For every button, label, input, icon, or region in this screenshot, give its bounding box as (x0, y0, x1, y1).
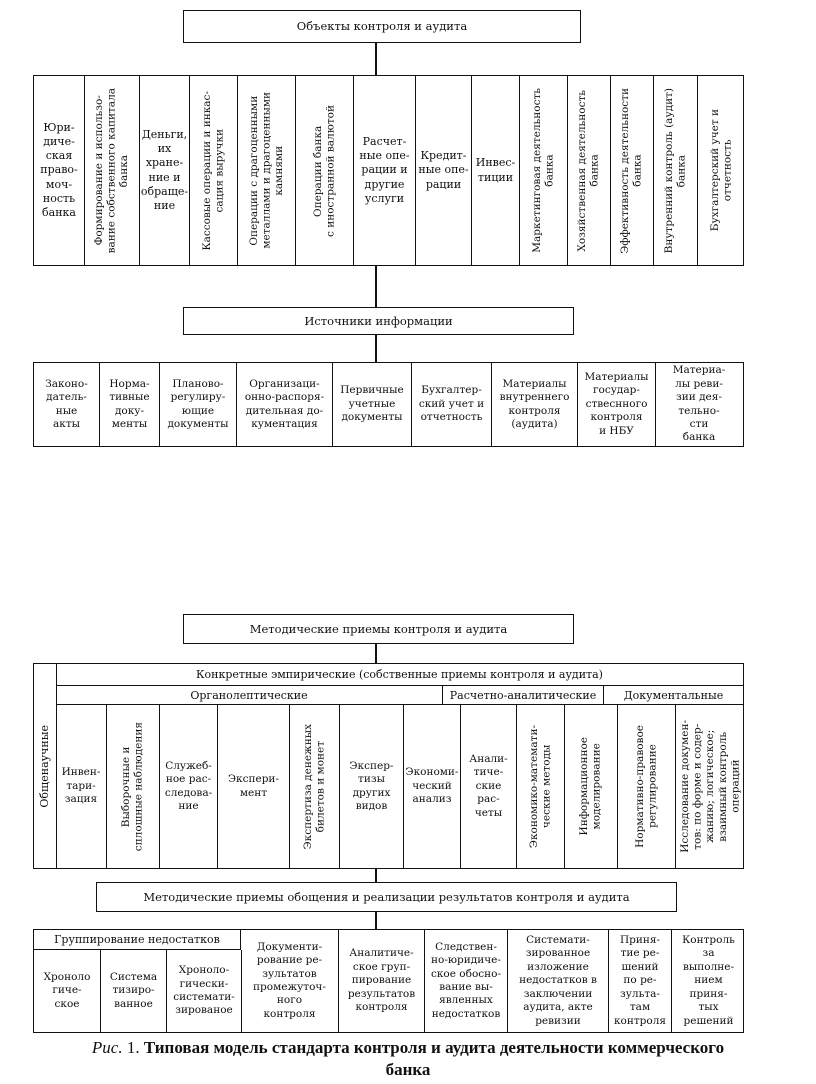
methods-title: Методические приемы контроля и аудита (249, 621, 508, 636)
generalization-frame (33, 929, 744, 1033)
source-item-label: Норма- тивные доку- менты (109, 377, 150, 430)
object-item-label: Маркетинговая деятельность банка (530, 88, 556, 253)
methods-items-row (56, 705, 743, 868)
object-item-label: Формирование и использо- вание собственного капитала банка (93, 87, 131, 254)
methods-title-box (183, 614, 574, 644)
source-item-4 (236, 363, 332, 446)
source-item-8 (577, 363, 655, 446)
object-item-7 (353, 76, 415, 265)
grouping-item-1 (34, 950, 100, 1032)
object-item-label: Инвес- тиции (475, 156, 516, 184)
group-header-documental (604, 686, 743, 705)
grouping-item-label: Система тизиро- ванное (109, 970, 158, 1010)
object-item-1 (34, 76, 84, 265)
method-item-12 (675, 705, 745, 868)
method-item-label: Выборочные и сплошные наблюдения (120, 721, 145, 852)
source-item-label: Материалы государ- ствеснного контроля и НБУ (584, 370, 649, 437)
method-item-1 (56, 705, 106, 868)
generalization-item-label: Документи- рование ре- зультатов промежуточ- ного контроля (253, 940, 326, 1020)
method-item-9 (516, 705, 564, 868)
source-item-label: Первичные учетные документы (340, 384, 404, 424)
method-item-label: Исследование докумен- тов: по форме и содер- жанию; логическое; взаимный контроль операций (679, 720, 742, 853)
grouping-item-label: Хроноло гиче- ское (43, 970, 91, 1010)
method-item-8 (460, 705, 516, 868)
method-item-label: Экономи- ческий анализ (405, 766, 459, 806)
source-item-7 (491, 363, 577, 446)
connector-line (375, 266, 377, 308)
sources-title: Источники информации (304, 313, 453, 328)
method-item-label: Экспер- тизы других видов (349, 759, 394, 812)
generalization-item-5 (608, 930, 671, 1032)
generalization-item-label: Следствен- но-юридиче- ское обосно- вание вы- явленных недостатков (430, 940, 502, 1020)
object-item-9 (471, 76, 519, 265)
group-header-organoleptic (56, 686, 443, 705)
object-item-label: Кредит- ные опе- рации (418, 149, 469, 191)
objects-row (33, 75, 744, 266)
caption-prefix: Рис. (91, 1038, 123, 1057)
method-item-6 (339, 705, 403, 868)
source-item-9 (655, 363, 742, 446)
connector-line (375, 335, 377, 363)
generalization-item-3 (424, 930, 507, 1032)
source-item-label: Организаци- онно-распоря- дительная до- кументация (244, 377, 325, 430)
object-item-label: Юри- диче- ская право- моч- ность банка (40, 121, 78, 219)
object-item-5 (237, 76, 295, 265)
caption-text-line2: банка (385, 1060, 431, 1079)
source-item-label: Бухгалтер- ский учет и отчетность (418, 384, 485, 424)
connector-line (375, 43, 377, 76)
method-item-label: Экспертиза денежных билетов и монет (301, 723, 327, 850)
method-item-label: Служеб- ное рас- следова- ние (164, 759, 213, 812)
general-scientific-column (34, 664, 57, 868)
caption-number: 1. (126, 1038, 140, 1057)
method-item-label: Инвен- тари- зация (61, 766, 101, 806)
object-item-8 (415, 76, 471, 265)
group-label-documental: Документальные (623, 688, 724, 702)
source-item-3 (159, 363, 236, 446)
generalization-item-2 (338, 930, 424, 1032)
generalization-item-4 (507, 930, 608, 1032)
object-item-13 (653, 76, 697, 265)
method-item-label: Экспери- мент (228, 773, 279, 799)
grouping-label: Группирование недостатков (54, 933, 220, 946)
source-item-1 (34, 363, 99, 446)
method-item-11 (617, 705, 675, 868)
source-item-label: Законо- датель- ные акты (45, 377, 88, 430)
grouping-item-3 (166, 950, 241, 1032)
grouping-header (34, 930, 241, 950)
object-item-label: Кассовые операции и инкас- сация выручки (200, 90, 226, 251)
generalization-item-1 (241, 930, 338, 1032)
object-item-label: Расчет- ные опе- рации и другие услуги (359, 135, 410, 205)
source-item-6 (411, 363, 491, 446)
object-item-6 (295, 76, 353, 265)
object-item-3 (139, 76, 189, 265)
method-item-3 (159, 705, 217, 868)
object-item-label: Операции банка с иностранной валютой (311, 104, 337, 237)
connector-line (375, 869, 377, 883)
object-item-4 (189, 76, 237, 265)
object-item-label: Эффективность деятельности банка (619, 87, 644, 254)
sources-row (33, 362, 744, 447)
object-item-label: Операции с драгоценными металлами и драгоценными камнями (247, 92, 285, 249)
generalization-item-label: Аналитиче- ское груп- пирование результатов контроля (347, 947, 416, 1014)
method-item-4 (217, 705, 289, 868)
generalization-item-6 (671, 930, 745, 1032)
method-item-label: Анали- тиче- ские рас- четы (469, 752, 508, 819)
group-label-analytical: Расчетно-аналитические (449, 688, 597, 702)
figure-caption (0, 1038, 816, 1058)
sources-title-box (183, 307, 574, 335)
connector-line (375, 912, 377, 930)
source-item-2 (99, 363, 159, 446)
group-header-analytical (443, 686, 604, 705)
connector-line (375, 644, 377, 664)
generalization-item-label: Контроль за выполне- нием приня- тых решений (682, 933, 735, 1027)
figure-caption-line2 (0, 1060, 816, 1080)
generalization-item-label: Приня- тие ре- шений по ре- зульта- там контроля (613, 933, 667, 1027)
source-item-label: Материа- лы реви- зии дея- тельно- сти банка (672, 364, 726, 444)
source-item-label: Планово- регулиру- ющие документы (167, 377, 229, 430)
caption-text: Типовая модель стандарта контроля и аудита деятельности коммерческого (143, 1038, 725, 1057)
object-item-14 (697, 76, 745, 265)
generalization-title: Методические приемы обощения и реализации результатов контроля и аудита (143, 889, 630, 904)
method-item-label: Информационное моделирование (578, 737, 603, 836)
method-item-label: Нормативно-правовое регулирование (633, 725, 659, 848)
grouping-items-row (34, 950, 242, 1032)
object-item-label: Бухгалтерский учет и отчетность (708, 109, 734, 232)
generalization-items-row (241, 930, 743, 1032)
generalization-title-box (96, 882, 677, 912)
object-item-label: Внутренний контроль (аудит) банка (662, 87, 688, 254)
methods-frame (33, 663, 744, 869)
objects-title: Объекты контроля и аудита (296, 19, 468, 34)
object-item-2 (84, 76, 139, 265)
concrete-label: Конкретные эмпирические (собственные приемы контроля и аудита) (196, 668, 603, 681)
general-scientific-label: Общенаучные (38, 724, 52, 808)
method-item-label: Экономико-математи- ческие методы (527, 724, 553, 849)
grouping-item-label: Хроноло- гически- системати- зированое (173, 964, 235, 1017)
object-item-12 (610, 76, 653, 265)
source-item-5 (332, 363, 411, 446)
source-item-label: Материалы внутреннего контроля (аудита) (499, 377, 570, 430)
object-item-label: Деньги, их хране- ние и обраще- ние (140, 128, 189, 212)
method-item-10 (564, 705, 617, 868)
objects-title-box (183, 10, 581, 43)
object-item-11 (567, 76, 610, 265)
group-label-organoleptic: Органолептические (190, 688, 308, 702)
method-item-2 (106, 705, 159, 868)
method-item-5 (289, 705, 339, 868)
generalization-item-label: Системати- зированное изложение недостатков в заключении аудита, акте ревизии (519, 933, 597, 1027)
object-item-label: Хозяйственная деятельность банка (576, 89, 601, 252)
concrete-header (56, 664, 743, 686)
method-item-7 (403, 705, 460, 868)
grouping-item-2 (100, 950, 166, 1032)
object-item-10 (519, 76, 567, 265)
